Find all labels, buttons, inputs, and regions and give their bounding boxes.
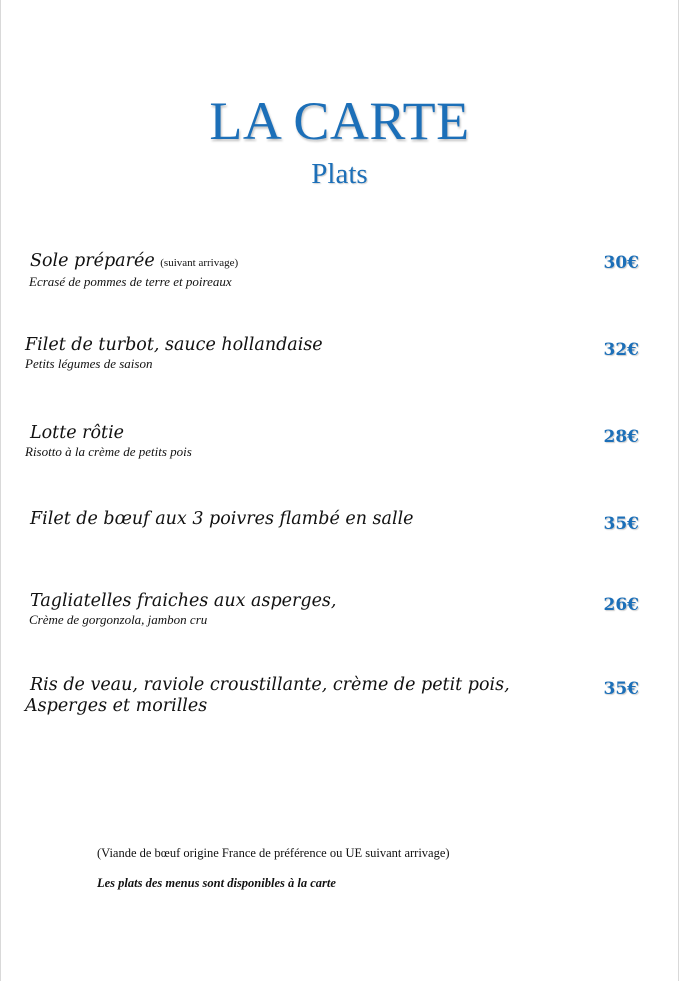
- page-title: LA CARTE: [209, 91, 470, 151]
- dish-item: [0, 423, 679, 460]
- dish-name-continued: Asperges et morilles: [25, 696, 208, 716]
- dish-name: Lotte rôtie: [30, 423, 125, 443]
- menu-note: Les plats des menus sont disponibles à la carte: [97, 876, 336, 890]
- dish-description: Risotto à la crème de petits pois: [25, 444, 192, 459]
- dish-description: Petits légumes de saison: [25, 356, 153, 371]
- dish-name-line: [0, 251, 679, 274]
- dish-item: [0, 591, 679, 628]
- dish-name: Filet de bœuf aux 3 poivres flambé en salle: [30, 509, 414, 529]
- dish-description: Crème de gorgonzola, jambon cru: [29, 612, 208, 627]
- dish-item: [0, 675, 679, 717]
- dish-item: [0, 251, 679, 290]
- dish-name: Filet de turbot, sauce hollandaise: [25, 335, 323, 355]
- dish-price: 35€: [603, 679, 639, 699]
- origin-note: (Viande de bœuf origine France de préférence ou UE suivant arrivage): [97, 846, 450, 860]
- dish-price: 28€: [603, 427, 639, 447]
- dish-price: 35€: [603, 514, 639, 534]
- dish-name: Ris de veau, raviole croustillante, crème de petit pois,: [30, 675, 510, 695]
- dish-item: [0, 509, 679, 534]
- dish-price: 32€: [603, 340, 639, 360]
- page-subtitle: Plats: [311, 158, 368, 190]
- dish-name: Tagliatelles fraiches aux asperges,: [30, 591, 337, 611]
- dish-item: [0, 335, 679, 372]
- dish-price: 30€: [603, 253, 639, 273]
- dish-note: (suivant arrivage): [160, 257, 239, 269]
- dish-name: Sole préparée: [30, 251, 155, 271]
- dish-description: Ecrasé de pommes de terre et poireaux: [29, 274, 232, 289]
- dish-price: 26€: [603, 595, 639, 615]
